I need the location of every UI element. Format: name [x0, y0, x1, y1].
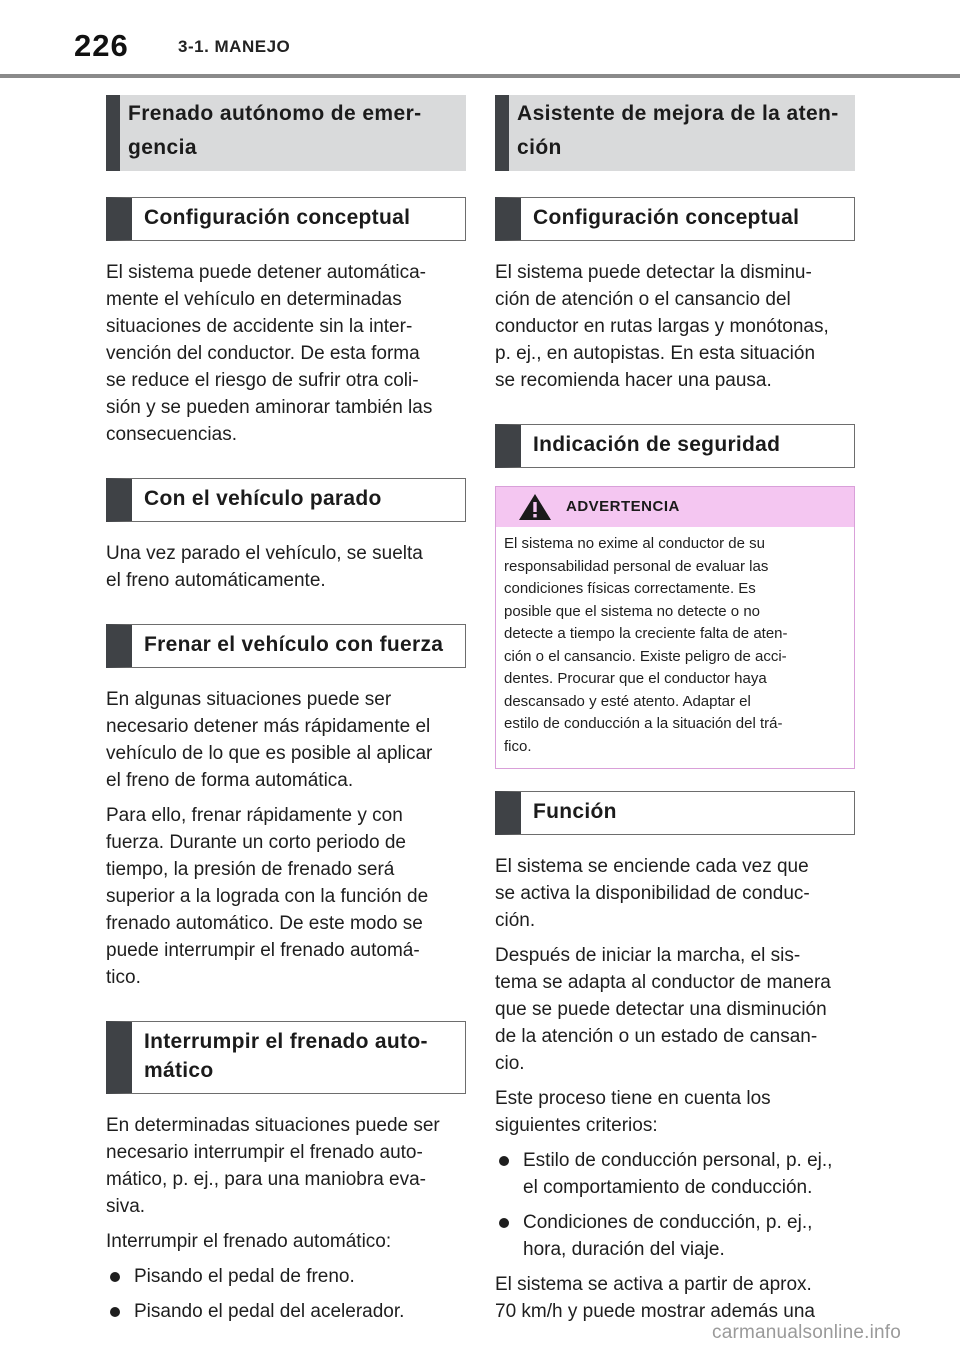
list-item-text: Condiciones de conducción, p. ej., hora, duración del viaje. — [523, 1212, 813, 1260]
list-item-text: Estilo de conducción personal, p. ej., el comportamiento de conducción. — [523, 1150, 833, 1198]
left-column — [106, 95, 466, 1333]
list-item-text: Pisando el pedal de freno. — [134, 1266, 355, 1287]
bullet-dot-icon — [499, 1218, 509, 1228]
bullet-list — [495, 1147, 855, 1263]
warning-text: El sistema no exime al conductor de su responsabilidad personal de evaluar las condiciones físicas correctamente. Es posible que el sistema no detecte o no detecte a tiempo la creciente falta de aten- ción o el cansancio. Existe peligro de acci- dentes. Procurar que el conductor haya descansado y esté atento. Adaptar el estilo de conducción a la situación del trá- fico. — [504, 535, 788, 755]
section-heading-attention-assist: Asistente de mejora de la aten- ción — [495, 95, 855, 171]
subheading-vehicle-stopped: Con el vehículo parado — [106, 478, 466, 522]
list-item-text: Pisando el pedal del acelerador. — [134, 1301, 405, 1322]
warning-triangle-icon — [518, 493, 552, 526]
paragraph: El sistema se enciende cada vez que se activa la disponibilidad de conduc- ción. — [495, 856, 810, 931]
subheading-brake-hard: Frenar el vehículo con fuerza — [106, 624, 466, 668]
list-item — [495, 1147, 855, 1201]
bullet-dot-icon — [110, 1307, 120, 1317]
right-column — [495, 95, 855, 1333]
bullet-list — [106, 1263, 466, 1325]
bullet-dot-icon — [110, 1272, 120, 1282]
paragraph: El sistema puede detectar la disminu- ción de atención o el cansancio del conductor en rutas largas y monótonas, p. ej., en autopistas. En esta situación se recomienda hacer una pausa. — [495, 262, 829, 391]
page-number: 226 — [74, 28, 129, 63]
paragraph: Este proceso tiene en cuenta los siguientes criterios: — [495, 1088, 771, 1136]
paragraph: En determinadas situaciones puede ser necesario interrumpir el frenado auto- mático, p. ej., para una maniobra eva- siva. — [106, 1115, 440, 1217]
paragraph: En algunas situaciones puede ser necesario detener más rápidamente el vehículo de lo que es posible al aplicar el freno de forma automática. — [106, 689, 433, 791]
paragraph: Una vez parado el vehículo, se suelta el freno automáticamente. — [106, 543, 423, 591]
paragraph: Después de iniciar la marcha, el sis- tema se adapta al conductor de manera que se puede detectar una disminución de la atención o un estado de cansan- cio. — [495, 945, 831, 1074]
header-rule — [0, 74, 960, 78]
section-label: 3-1. MANEJO — [178, 37, 291, 56]
list-item — [106, 1263, 466, 1290]
warning-title: ADVERTENCIA — [566, 498, 680, 515]
bullet-dot-icon — [499, 1156, 509, 1166]
section-heading-emergency-braking: Frenado autónomo de emer- gencia — [106, 95, 466, 171]
subheading-safety-notice: Indicación de seguridad — [495, 424, 855, 468]
subheading-interrupt-braking: Interrumpir el frenado auto- mático — [106, 1021, 466, 1094]
warning-box — [495, 486, 855, 769]
paragraph: El sistema se activa a partir de aprox. 70 km/h y puede mostrar además una — [495, 1274, 816, 1322]
watermark-text: carmanualsonline.info — [712, 1322, 902, 1343]
warning-header — [496, 487, 854, 527]
paragraph: Para ello, frenar rápidamente y con fuerza. Durante un corto periodo de tiempo, la presión de frenado será superior a la lograda con la función de frenado automático. De este modo se puede interrumpir el frenado automá- tico. — [106, 805, 429, 988]
subheading-conceptual-config: Configuración conceptual — [106, 197, 466, 241]
subheading-conceptual-config: Configuración conceptual — [495, 197, 855, 241]
paragraph: Interrumpir el frenado automático: — [106, 1231, 392, 1252]
list-item — [106, 1298, 466, 1325]
page-header — [0, 0, 960, 78]
subheading-function: Función — [495, 791, 855, 835]
list-item — [495, 1209, 855, 1263]
paragraph: El sistema puede detener automática- mente el vehículo en determinadas situaciones de accidente sin la inter- vención del conductor. De esta forma se reduce el riesgo de sufrir otra coli- sión y se pueden aminorar también las consecuencias. — [106, 262, 433, 445]
